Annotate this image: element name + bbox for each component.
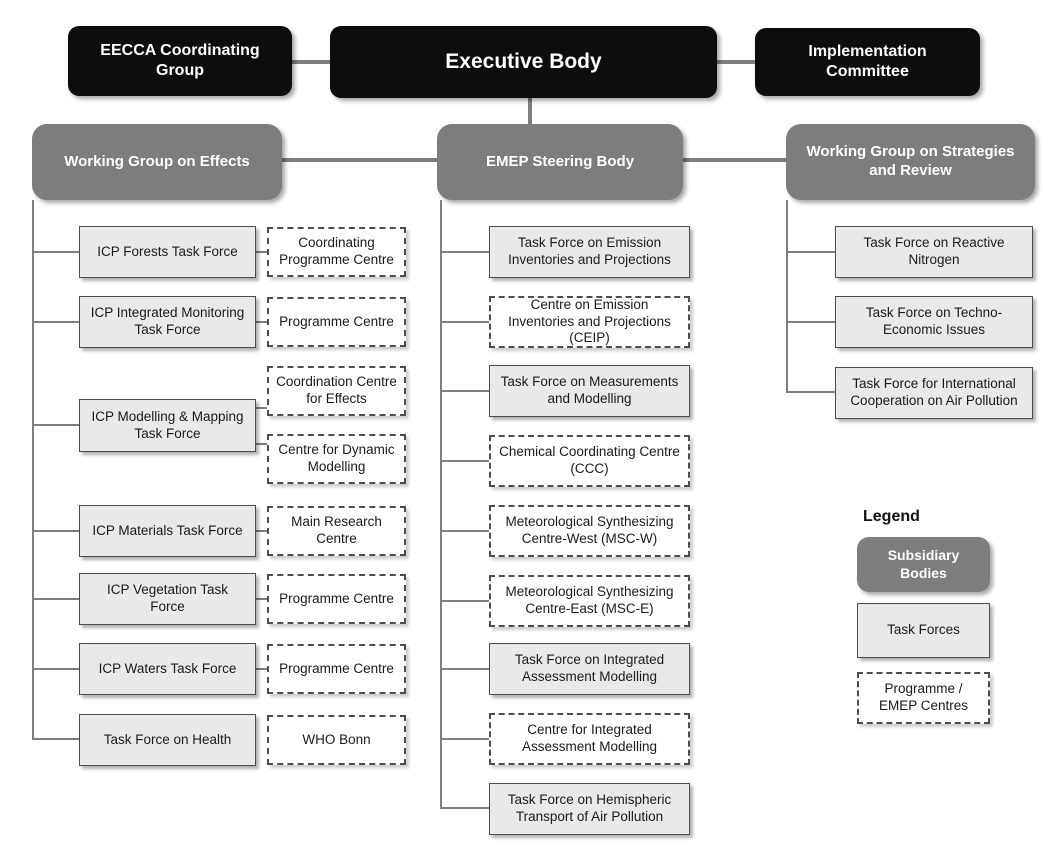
wge-stub: [32, 598, 79, 600]
task-force-node: ICP Integrated Monitoring Task Force: [79, 296, 256, 348]
wgsr-spine: [786, 200, 788, 393]
connector-eecca-executive: [292, 60, 330, 64]
task-force-node: Task Force on Measurements and Modelling: [489, 365, 690, 417]
emep-stub: [440, 807, 489, 809]
task-force-node: ICP Materials Task Force: [79, 505, 256, 557]
wge-stub: [32, 738, 79, 740]
connector-executive-implementation: [717, 60, 755, 64]
emep-stub: [440, 530, 489, 532]
task-force-node: ICP Vegetation Task Force: [79, 573, 256, 625]
centre-node: Centre for Dynamic Modelling: [267, 434, 406, 484]
emep-stub: [440, 600, 489, 602]
task-force-node: ICP Waters Task Force: [79, 643, 256, 695]
wgsr-stub: [786, 391, 835, 393]
task-force-node: Task Force on Hemispheric Transport of Air Pollution: [489, 783, 690, 835]
emep-stub: [440, 390, 489, 392]
node-executive-body: Executive Body: [330, 26, 717, 98]
wge-stub: [32, 424, 79, 426]
legend-programme-centres: Programme / EMEP Centres: [857, 672, 990, 724]
emep-stub: [440, 668, 489, 670]
connector-emep-wgsr: [683, 158, 786, 162]
wgsr-stub: [786, 251, 835, 253]
task-force-node: Task Force on Techno-Economic Issues: [835, 296, 1033, 348]
node-implementation-committee: Implementation Committee: [755, 28, 980, 96]
emep-stub: [440, 251, 489, 253]
centre-node: Meteorological Synthesizing Centre-East (MSC-E): [489, 575, 690, 627]
centre-node: Chemical Coordinating Centre (CCC): [489, 435, 690, 487]
legend-title: Legend: [863, 508, 920, 525]
wge-spine: [32, 200, 34, 740]
wgsr-stub: [786, 321, 835, 323]
centre-node: Programme Centre: [267, 574, 406, 624]
task-force-node: ICP Forests Task Force: [79, 226, 256, 278]
legend-task-forces: Task Forces: [857, 603, 990, 658]
connector-wge-emep: [282, 158, 437, 162]
node-emep-steering-body: EMEP Steering Body: [437, 124, 683, 200]
centre-node: Centre for Integrated Assessment Modelling: [489, 713, 690, 765]
task-force-node: ICP Modelling & Mapping Task Force: [79, 399, 256, 452]
node-eecca-coordinating-group: EECCA Coordinating Group: [68, 26, 292, 96]
node-working-group-strategies-review: Working Group on Strategies and Review: [786, 124, 1035, 200]
task-force-node: Task Force for International Cooperation on Air Pollution: [835, 367, 1033, 419]
centre-node: Centre on Emission Inventories and Projections (CEIP): [489, 296, 690, 348]
wge-stub: [32, 251, 79, 253]
legend-subsidiary-bodies: Subsidiary Bodies: [857, 537, 990, 592]
centre-node: Coordinating Programme Centre: [267, 227, 406, 277]
connector-executive-emep: [528, 98, 532, 124]
emep-spine: [440, 200, 442, 809]
node-working-group-on-effects: Working Group on Effects: [32, 124, 282, 200]
centre-node: Programme Centre: [267, 644, 406, 694]
task-force-node: Task Force on Integrated Assessment Modelling: [489, 643, 690, 695]
centre-node: WHO Bonn: [267, 715, 406, 765]
centre-node: Programme Centre: [267, 297, 406, 347]
centre-node: Meteorological Synthesizing Centre-West (MSC-W): [489, 505, 690, 557]
task-force-node: Task Force on Reactive Nitrogen: [835, 226, 1033, 278]
wge-stub: [32, 321, 79, 323]
wge-stub: [32, 530, 79, 532]
task-force-node: Task Force on Health: [79, 714, 256, 766]
emep-stub: [440, 321, 489, 323]
emep-stub: [440, 738, 489, 740]
wge-stub: [32, 668, 79, 670]
task-force-node: Task Force on Emission Inventories and Projections: [489, 226, 690, 278]
emep-stub: [440, 460, 489, 462]
centre-node: Main Research Centre: [267, 506, 406, 556]
centre-node: Coordination Centre for Effects: [267, 366, 406, 416]
